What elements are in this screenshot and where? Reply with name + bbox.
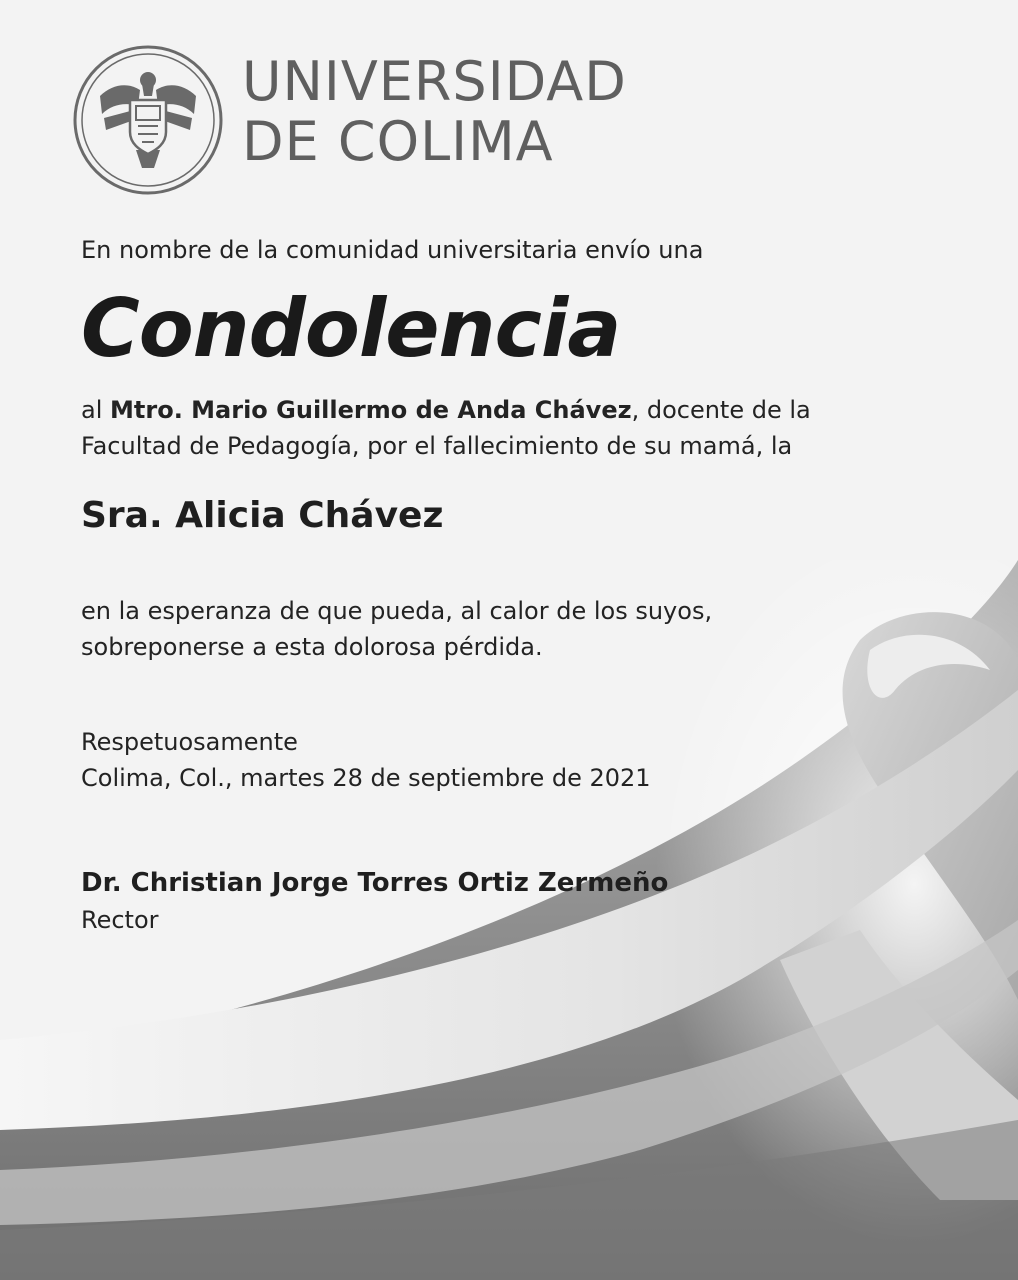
hope-line-2: sobreponerse a esta dolorosa pérdida. bbox=[81, 633, 543, 661]
signer-name: Dr. Christian Jorge Torres Ortiz Zermeño bbox=[81, 868, 669, 898]
hope-paragraph bbox=[81, 593, 712, 665]
body-prefix: al bbox=[81, 396, 111, 424]
eagle-seal-icon bbox=[72, 44, 224, 196]
closing-text: Respetuosamente bbox=[81, 728, 298, 756]
deceased-name: Sra. Alicia Chávez bbox=[81, 495, 444, 536]
honoree-paragraph bbox=[81, 392, 811, 464]
university-name-line2: DE COLIMA bbox=[242, 110, 554, 173]
honoree-line bbox=[81, 392, 811, 428]
place-date: Colima, Col., martes 28 de septiembre de 2021 bbox=[81, 764, 651, 792]
faculty-line: Facultad de Pedagogía, por el fallecimiento de su mamá, la bbox=[81, 432, 793, 460]
intro-text: En nombre de la comunidad universitaria envío una bbox=[81, 236, 704, 264]
university-name-line1: UNIVERSIDAD bbox=[242, 50, 627, 113]
hope-line-1: en la esperanza de que pueda, al calor de los suyos, bbox=[81, 597, 713, 625]
university-name bbox=[242, 52, 627, 172]
closing-block bbox=[81, 724, 651, 796]
signer-title: Rector bbox=[81, 906, 159, 934]
honoree-name: Mtro. Mario Guillermo de Anda Chávez bbox=[110, 396, 632, 424]
notice-title: Condolencia bbox=[81, 282, 621, 375]
body-suffix: , docente de la bbox=[631, 396, 811, 424]
